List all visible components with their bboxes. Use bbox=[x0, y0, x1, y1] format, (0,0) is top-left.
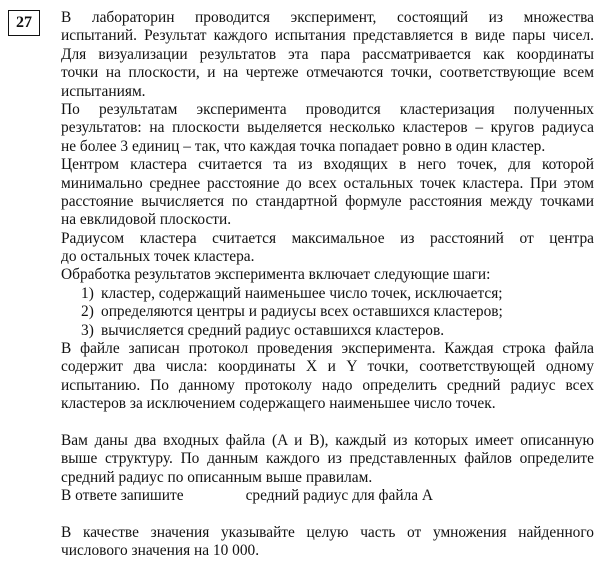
answer-right: средний радиус для файла A bbox=[245, 487, 434, 505]
step-number: 2) bbox=[81, 303, 94, 321]
text-line: выше структуру. По данным каждого из представленных файлов определите bbox=[61, 450, 594, 468]
text-line: В файле записан протокол проведения эксперимента. Каждая строка файла bbox=[61, 340, 594, 358]
task-number: 27 bbox=[8, 10, 40, 36]
step-text: кластер, содержащий наименьшее число точек, исключается; bbox=[101, 284, 503, 302]
text-line: на евклидовой плоскости. bbox=[61, 211, 232, 229]
text-line: По результатам эксперимента проводится кластеризация полученных bbox=[61, 100, 594, 118]
text-line: средний радиус по описанным выше правилам. bbox=[61, 468, 373, 486]
answer-line bbox=[61, 487, 594, 505]
step-number: 3) bbox=[81, 321, 94, 339]
answer-left: В ответе запишите bbox=[61, 487, 184, 505]
step-item bbox=[61, 285, 594, 303]
text-line: содержит два числа: координаты X и Y точки, соответствующей одному bbox=[61, 358, 594, 376]
text-line: не более 3 единиц – так, что каждая точка попадает ровно в один кластер. bbox=[61, 137, 546, 155]
text-line: минимально среднее расстояние до всех остальных точек кластера. При этом bbox=[61, 174, 594, 192]
text-line: испытаниям. bbox=[61, 82, 146, 100]
text-line: В качестве значения указывайте целую часть от умножения найденного bbox=[61, 523, 594, 541]
text-line: Центром кластера считается та из входящих в него точек, для которой bbox=[61, 156, 594, 174]
task-text bbox=[61, 9, 594, 561]
text-line: Вам даны два входных файла (A и B), каждый из которых имеет описанную bbox=[61, 431, 594, 449]
text-line: расстояние вычисляется по стандартной формуле расстояния между точками bbox=[61, 192, 594, 210]
step-item bbox=[61, 322, 594, 340]
text-line: Для визуализации результатов эта пара рассматривается как координаты bbox=[61, 45, 594, 63]
text-line: кластеров за исключением содержащего наименьшее число точек. bbox=[61, 395, 496, 413]
steps-intro: Обработка результатов эксперимента включает следующие шаги: bbox=[61, 266, 491, 284]
step-number: 1) bbox=[81, 284, 94, 302]
text-line: числового значения на 10 000. bbox=[61, 542, 260, 560]
text-line: испытаний. Результат каждого испытания представляется в виде пары чисел. bbox=[61, 27, 594, 45]
text-line: точки на плоскости, и на чертеже отмечаются точки, соответствующие всем bbox=[61, 64, 594, 82]
text-line: Радиусом кластера считается максимальное из расстояний от центра bbox=[61, 229, 594, 247]
step-text: определяются центры и радиусы всех оставшихся кластеров; bbox=[101, 303, 503, 321]
step-item bbox=[61, 303, 594, 321]
text-line: испытанию. По данному протоколу надо определить средний радиус всех bbox=[61, 376, 594, 394]
text-line: В лабораторин проводится эксперимент, состоящий из множества bbox=[61, 9, 594, 26]
spacer bbox=[61, 414, 594, 432]
step-text: вычисляется средний радиус оставшихся кластеров. bbox=[101, 321, 445, 339]
spacer bbox=[61, 506, 594, 524]
text-line: результатов: на плоскости выделяется несколько кластеров – кругов радиуса bbox=[61, 119, 594, 137]
text-line: до остальных точек кластера. bbox=[61, 248, 255, 266]
